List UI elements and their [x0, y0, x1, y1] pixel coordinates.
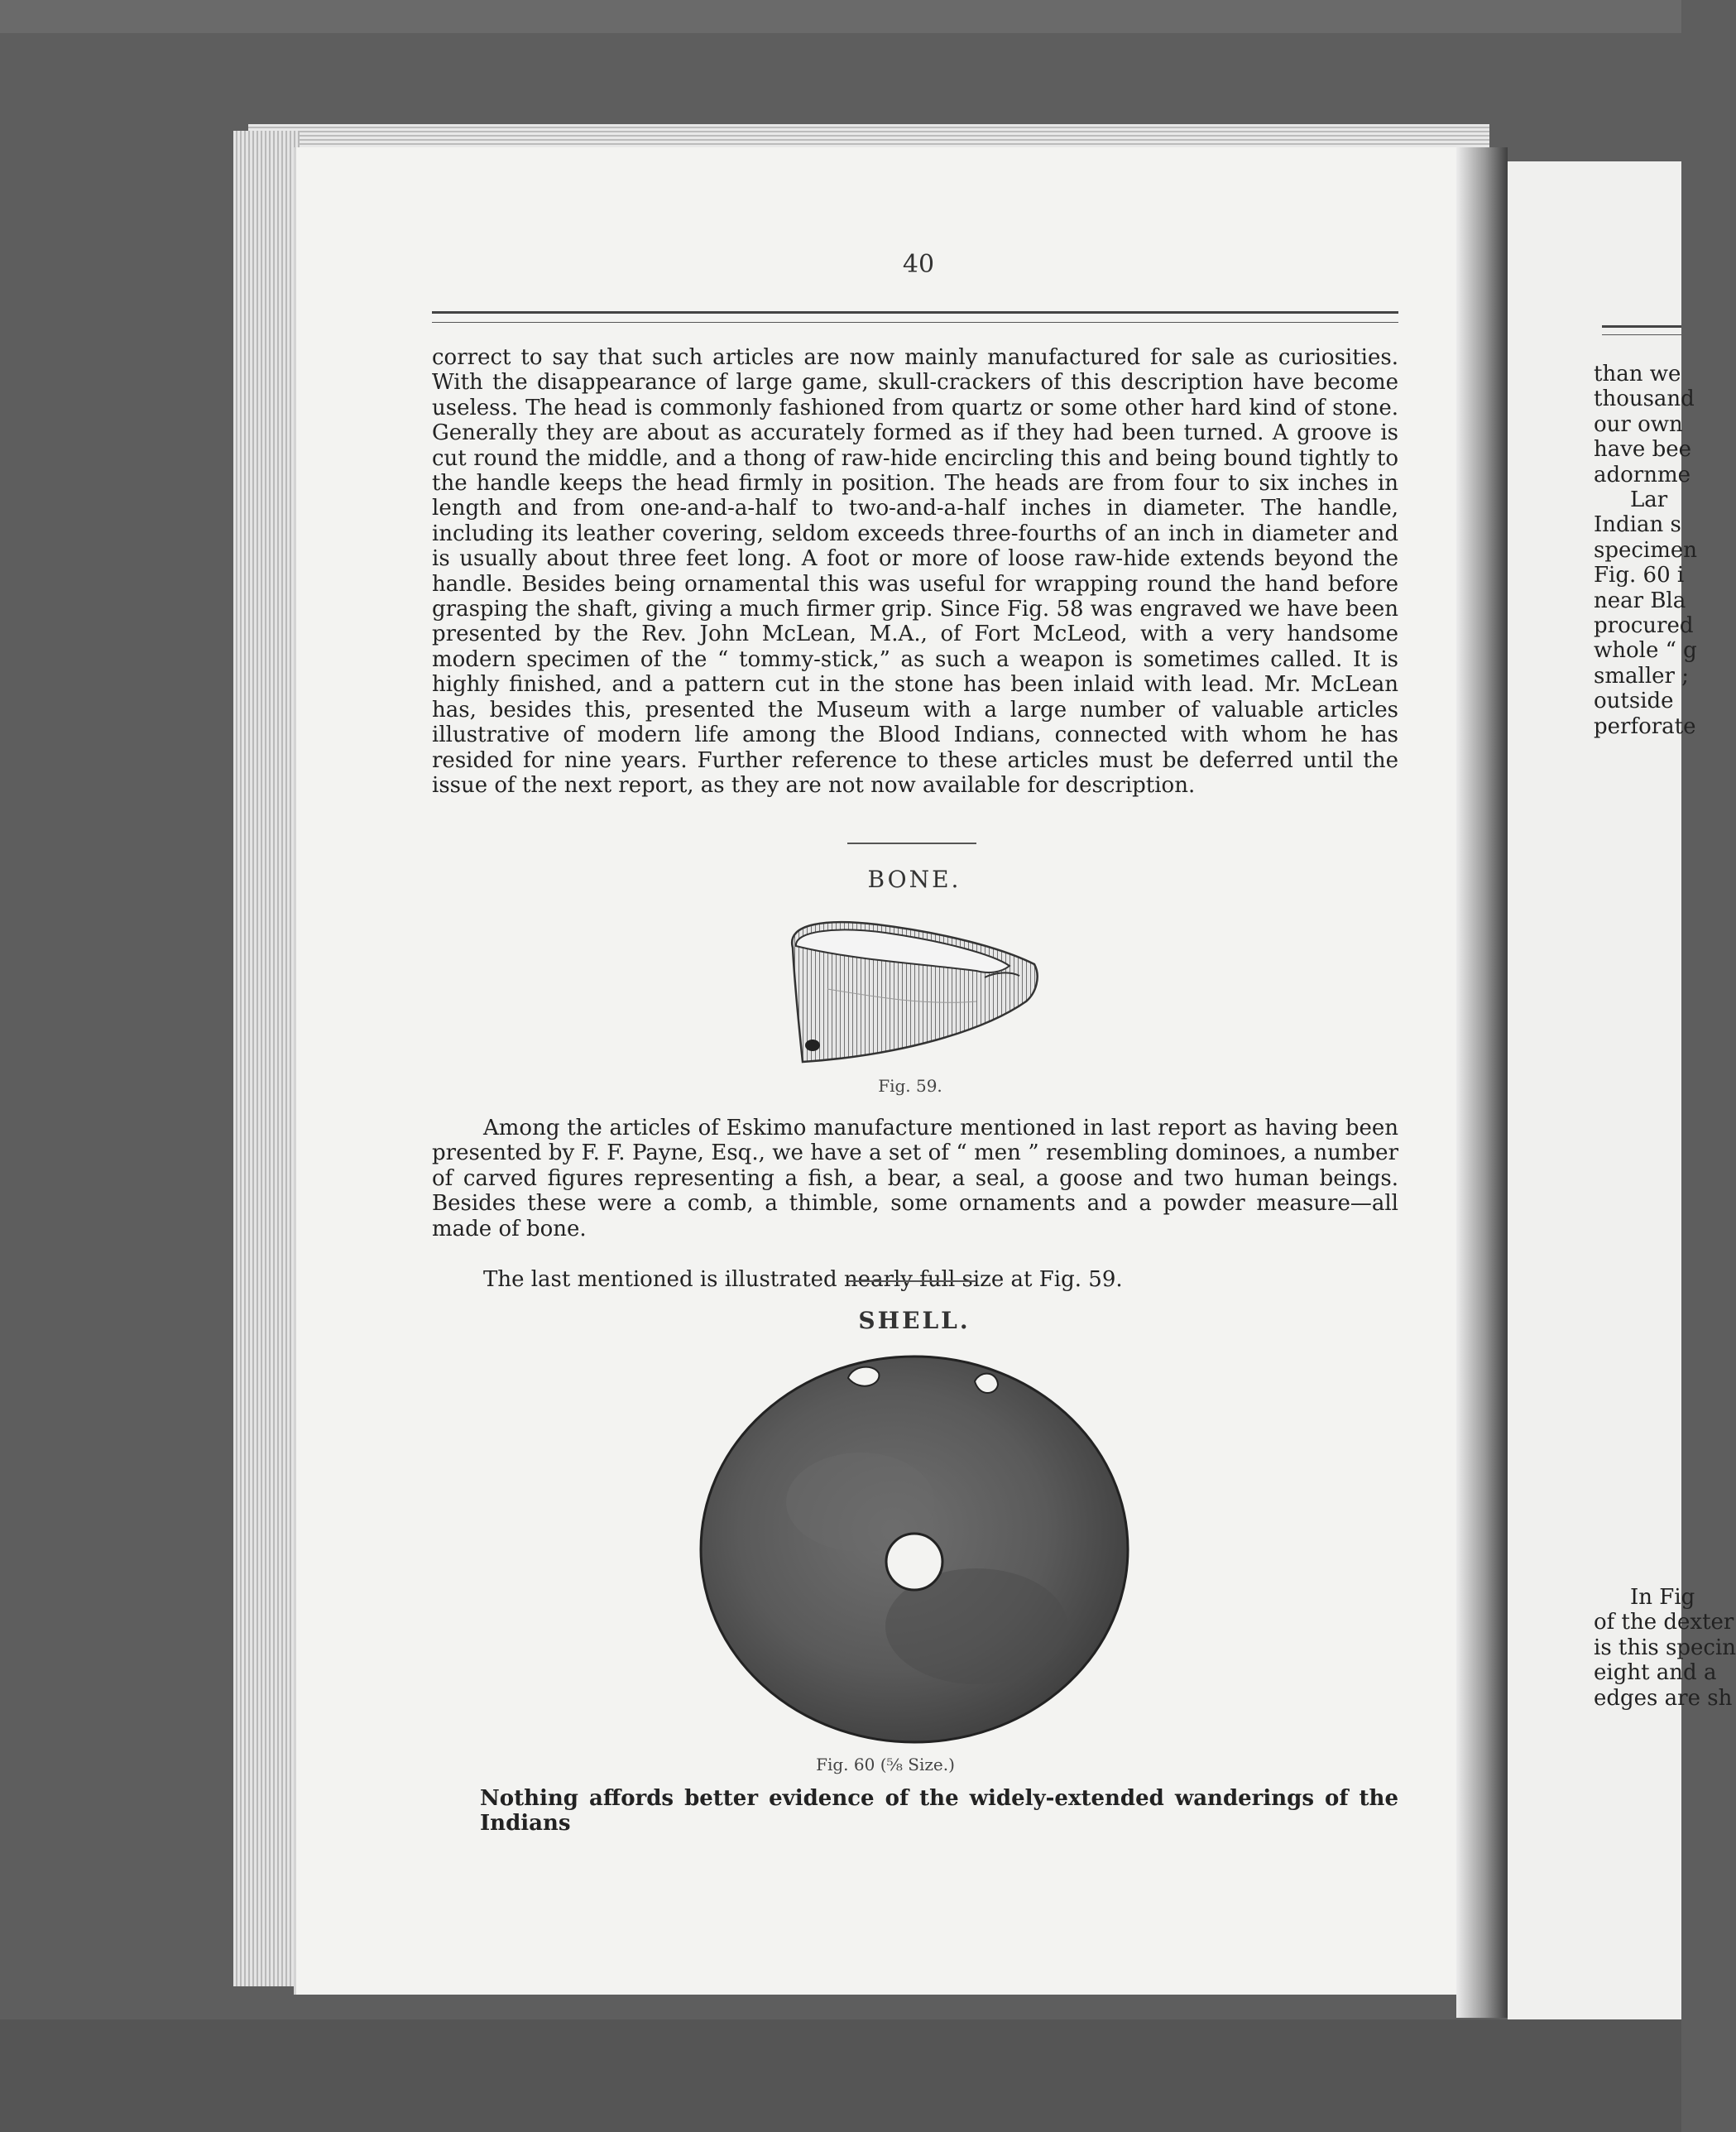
paragraph-skull-crackers: correct to say that such articles are now mainly manufactured for sale as curiosities. With the disappearance of large game, skull-crackers of this description have become useless. The head is commonly fashioned from quartz or some other hard kind of stone. Generally they are about as accurately formed as if they had been turned. A groove is cut round the middle, and a thong of raw-hide encircling this and being bound tightly to the handle keeps the head firmly in position. The heads are from four to six inches in length and from one-and-a-half to two-and-a-half inches in diameter. The handle, including its leather covering, seldom exceeds three-fourths of an inch in diameter and is usually about three feet long. A foot or more of loose raw-hide extends beyond the handle. Besides being ornamental this was useful for wrapping round the hand before grasping the shaft, giving a much firmer grip. Since Fig. 58 was engraved we have been presented by the Rev. John McLean, M.A., of Fort McLeod, with a very handsome modern specimen of the “ tommy-stick,” as such a weapon is sometimes called. It is highly finished, and a pattern cut in the stone has been inlaid with lead. Mr. McLean has, besides this, presented the Museum with a large number of valuable articles illustrative of modern life among the Blood Indians, connected with whom he has resided for nine years. Further reference to these articles must be deferred until the issue of the next report, as they are not now available for description. [432, 345, 1398, 798]
right-page-line: Lar [1630, 487, 1668, 513]
right-page-line: specimen [1594, 537, 1698, 563]
right-page-line: perforate [1594, 713, 1696, 739]
right-page-line: In Fig [1630, 1585, 1695, 1610]
figure-60-shell-gorget [695, 1353, 1134, 1746]
book-gutter [1456, 147, 1508, 2018]
right-page-line: procured [1594, 613, 1694, 639]
right-page-line: adornme [1594, 462, 1691, 487]
right-page-line: outside [1594, 689, 1674, 714]
section-heading-shell: SHELL. [858, 1307, 971, 1334]
paragraph-indian-wanderings: Nothing affords better evidence of the widely-extended wanderings of the Indians [480, 1786, 1398, 1837]
right-page-line: near Bla [1594, 588, 1686, 613]
right-page-text-top [1594, 362, 1698, 739]
right-page-line: eight and a [1594, 1660, 1717, 1686]
page-number: 40 [902, 250, 935, 279]
figure-59-bone-powder-measure [778, 915, 1043, 1068]
scan-background-top [0, 0, 1681, 33]
right-page-line: Indian s [1594, 512, 1681, 538]
figure-60-caption: Fig. 60 (⅝ Size.) [816, 1755, 955, 1774]
paragraph-eskimo-articles: Among the articles of Eskimo manufacture mentioned in last report as having been presented by F. F. Payne, Esq., we have a set of “ men ” resembling dominoes, a number of carved figures representing a fish, a bear, a seal, a goose and two human beings. Besides these were a comb, a thimble, some ornaments and a powder measure—all made of bone. [432, 1116, 1398, 1241]
right-page-line: our own [1594, 411, 1683, 437]
right-page-line: is this specin [1594, 1635, 1736, 1660]
book-page-edges-top [248, 124, 1489, 149]
right-page-text-bottom [1594, 1585, 1736, 1711]
right-page-line: of the dexter [1594, 1610, 1734, 1635]
section-divider [847, 843, 976, 844]
right-page-line: have bee [1594, 437, 1692, 463]
right-page-line: thousand [1594, 387, 1695, 412]
right-page-line: smaller ; [1594, 663, 1689, 689]
right-page-line: Fig. 60 i [1594, 563, 1685, 588]
scan-background-bottom [0, 2019, 1681, 2132]
section-heading-bone: BONE. [867, 866, 962, 893]
right-page-header-rule [1602, 325, 1681, 335]
right-page-line: than we [1594, 362, 1681, 387]
book-page-edges-left [233, 131, 300, 1986]
section-divider [847, 1280, 976, 1282]
right-page-line: edges are sh [1594, 1685, 1733, 1711]
paragraph-fig59-reference: The last mentioned is illustrated nearly full size at Fig. 59. [483, 1267, 1123, 1292]
header-rule [432, 311, 1398, 323]
figure-59-caption: Fig. 59. [878, 1076, 942, 1096]
right-page-line: whole “ g [1594, 638, 1697, 664]
